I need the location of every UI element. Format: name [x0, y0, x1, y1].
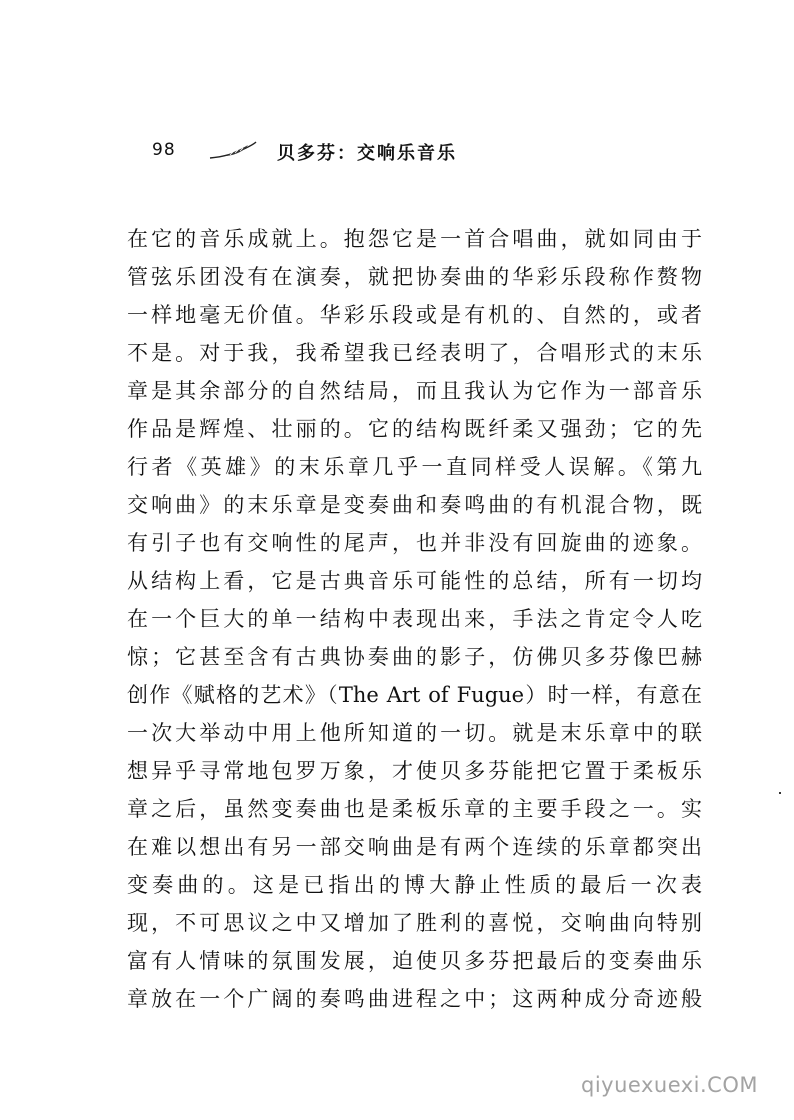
- text-line: 从结构上看，它是古典音乐可能性的总结，所有一切均: [127, 569, 702, 593]
- text-line: 现，不可思议之中又增加了胜利的喜悦，交响曲向特别: [127, 911, 702, 935]
- text-line: 管弦乐团没有在演奏，就把协奏曲的华彩乐段称作赘物: [127, 265, 702, 289]
- text-line: 作品是辉煌、壮丽的。它的结构既纤柔又强劲；它的先: [127, 417, 702, 441]
- running-header: [152, 138, 512, 168]
- scan-speck: [779, 792, 781, 794]
- running-title: 贝多芬：交响乐音乐: [277, 143, 457, 164]
- text-line: 富有人情味的氛围发展，迫使贝多芬把最后的变奏曲乐: [127, 949, 702, 973]
- text-line: 一次大举动中用上他所知道的一切。就是末乐章中的联: [127, 721, 702, 745]
- text-line: 章放在一个广阔的奏鸣曲进程之中；这两种成分奇迹般: [127, 987, 702, 1011]
- quill-ornament-icon: [208, 140, 258, 162]
- text-line: 在一个巨大的单一结构中表现出来，手法之肯定令人吃: [127, 607, 702, 631]
- text-line: 在难以想出有另一部交响曲是有两个连续的乐章都突出: [127, 835, 702, 859]
- text-line: 一样地毫无价值。华彩乐段或是有机的、自然的，或者: [127, 303, 702, 327]
- text-line: 章是其余部分的自然结局，而且我认为它作为一部音乐: [127, 379, 702, 403]
- text-line: 想异乎寻常地包罗万象，才使贝多芬能把它置于柔板乐: [127, 759, 702, 783]
- text-line: 变奏曲的。这是已指出的博大静止性质的最后一次表: [127, 873, 702, 897]
- text-line: 创作《赋格的艺术》（The Art of Fugue）时一样，有意在: [127, 683, 702, 707]
- body-text: [127, 220, 702, 1018]
- text-line: 在它的音乐成就上。抱怨它是一首合唱曲，就如同由于: [127, 227, 702, 251]
- text-line: 章之后，虽然变奏曲也是柔板乐章的主要手段之一。实: [127, 797, 702, 821]
- page-number: 98: [152, 140, 176, 160]
- text-line: 有引子也有交响性的尾声，也并非没有回旋曲的迹象。: [127, 531, 702, 555]
- text-line: 交响曲》的末乐章是变奏曲和奏鸣曲的有机混合物，既: [127, 493, 702, 517]
- text-line: 行者《英雄》的末乐章几乎一直同样受人误解。《第九: [127, 455, 702, 479]
- text-line: 惊；它甚至含有古典协奏曲的影子，仿佛贝多芬像巴赫: [127, 645, 702, 669]
- watermark: qiyuexuexi.COM: [581, 1073, 758, 1097]
- text-line: 不是。对于我，我希望我已经表明了，合唱形式的末乐: [127, 341, 702, 365]
